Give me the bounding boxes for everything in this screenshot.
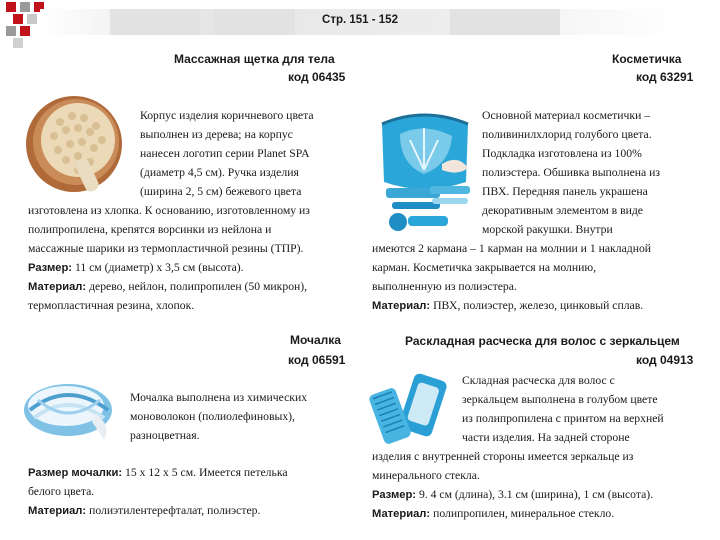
- brush-desc-line: изготовлена из хлопка. К основанию, изготовленному из: [28, 204, 310, 217]
- cosmetic-title: Косметичка: [612, 52, 682, 66]
- cosmetic-desc-line: выполненную из полиэстера.: [372, 280, 517, 293]
- folding-comb-image: [370, 370, 462, 452]
- size-value: 15 х 12 х 5 см. Имеется петелька: [122, 466, 288, 479]
- cosmetic-desc-line: полиэстера. Обшивка выполнена из: [482, 166, 660, 179]
- material-value: дерево, нейлон, полипропилен (50 микрон),: [86, 280, 308, 293]
- comb-desc-line: минерального стекла.: [372, 469, 480, 482]
- page-header: Стр. 151 - 152: [322, 14, 398, 26]
- cosmetic-code: код 63291: [636, 70, 694, 84]
- bath-sponge-image: [12, 370, 124, 448]
- sponge-size: [28, 466, 288, 479]
- size-label: Размер мочалки:: [28, 467, 123, 479]
- comb-code: код 04913: [636, 353, 694, 367]
- brush-title: Массажная щетка для тела: [174, 52, 335, 66]
- sponge-material: [28, 504, 260, 517]
- cosmetic-material: [372, 299, 643, 312]
- cosmetic-desc-line: карман. Косметичка закрывается на молнию,: [372, 261, 597, 274]
- sponge-size-cont: белого цвета.: [28, 485, 95, 498]
- sponge-code: код 06591: [288, 353, 346, 367]
- cosmetic-bag-image: [372, 104, 476, 236]
- size-label: Размер:: [28, 262, 73, 274]
- comb-title: Раскладная расческа для волос с зеркальцем: [405, 334, 680, 348]
- brush-desc-line: полипропилена, крепятся ворсинки из нейлона и: [28, 223, 272, 236]
- sponge-desc-line: разноцветная.: [130, 429, 200, 442]
- brush-code: код 06435: [288, 70, 346, 84]
- comb-size: [372, 488, 653, 501]
- comb-desc-line: части изделия. На задней стороне: [462, 431, 630, 444]
- brush-size: [28, 261, 244, 274]
- brush-desc-line: массажные шарики из термопластичной резины (ТПР).: [28, 242, 304, 255]
- comb-desc-line: зеркальцем выполнена в голубом цвете: [462, 393, 658, 406]
- brush-material-cont: термопластичная резина, хлопок.: [28, 299, 195, 312]
- brush-desc-line: Корпус изделия коричневого цвета: [140, 109, 314, 122]
- cosmetic-desc-line: декоративным элементом в виде: [482, 204, 643, 217]
- comb-desc-line: Складная расческа для волос с: [462, 374, 615, 387]
- brush-desc-line: (ширина 2, 5 см) бежевого цвета: [140, 185, 302, 198]
- size-value: 11 см (диаметр) х 3,5 см (высота).: [72, 261, 244, 274]
- comb-desc-line: из полипропилена с принтом на верхней: [462, 412, 664, 425]
- material-value: ПВХ, полиэстер, железо, цинковый сплав.: [430, 299, 644, 312]
- material-label: Материал:: [28, 505, 87, 517]
- size-value: 9. 4 см (длина), 3.1 см (ширина), 1 см (высота).: [416, 488, 654, 501]
- comb-desc-line: изделия с внутренней стороны имеется зеркальце из: [372, 450, 634, 463]
- cosmetic-desc-line: поливинилхлорид голубого цвета.: [482, 128, 652, 141]
- massage-brush-image: [18, 88, 130, 198]
- brush-material: [28, 280, 307, 293]
- cosmetic-desc-line: имеются 2 кармана – 1 карман на молнии и 1 накладной: [372, 242, 652, 255]
- brush-desc-line: нанесен логотип серии Planet SPA: [140, 147, 310, 160]
- material-label: Материал:: [372, 508, 431, 520]
- size-label: Размер:: [372, 489, 417, 501]
- material-label: Материал:: [372, 300, 431, 312]
- sponge-desc-line: Мочалка выполнена из химических: [130, 391, 308, 404]
- brush-desc-line: (диаметр 4,5 см). Ручка изделия: [140, 166, 299, 179]
- cosmetic-desc-line: Основной материал косметички –: [482, 109, 651, 122]
- material-value: полипропилен, минеральное стекло.: [430, 507, 615, 520]
- cosmetic-desc-line: Подкладка изготовлена из 100%: [482, 147, 642, 160]
- sponge-title: Мочалка: [290, 333, 341, 347]
- material-value: полиэтилентерефталат, полиэстер.: [86, 504, 261, 517]
- cosmetic-desc-line: ПВХ. Передняя панель украшена: [482, 185, 648, 198]
- brush-desc-line: выполнен из дерева; на корпус: [140, 128, 293, 141]
- sponge-desc-line: моноволокон (полиолефиновых),: [130, 410, 295, 423]
- material-label: Материал:: [28, 281, 87, 293]
- cosmetic-desc-line: морской ракушки. Внутри: [482, 223, 613, 236]
- comb-material: [372, 507, 614, 520]
